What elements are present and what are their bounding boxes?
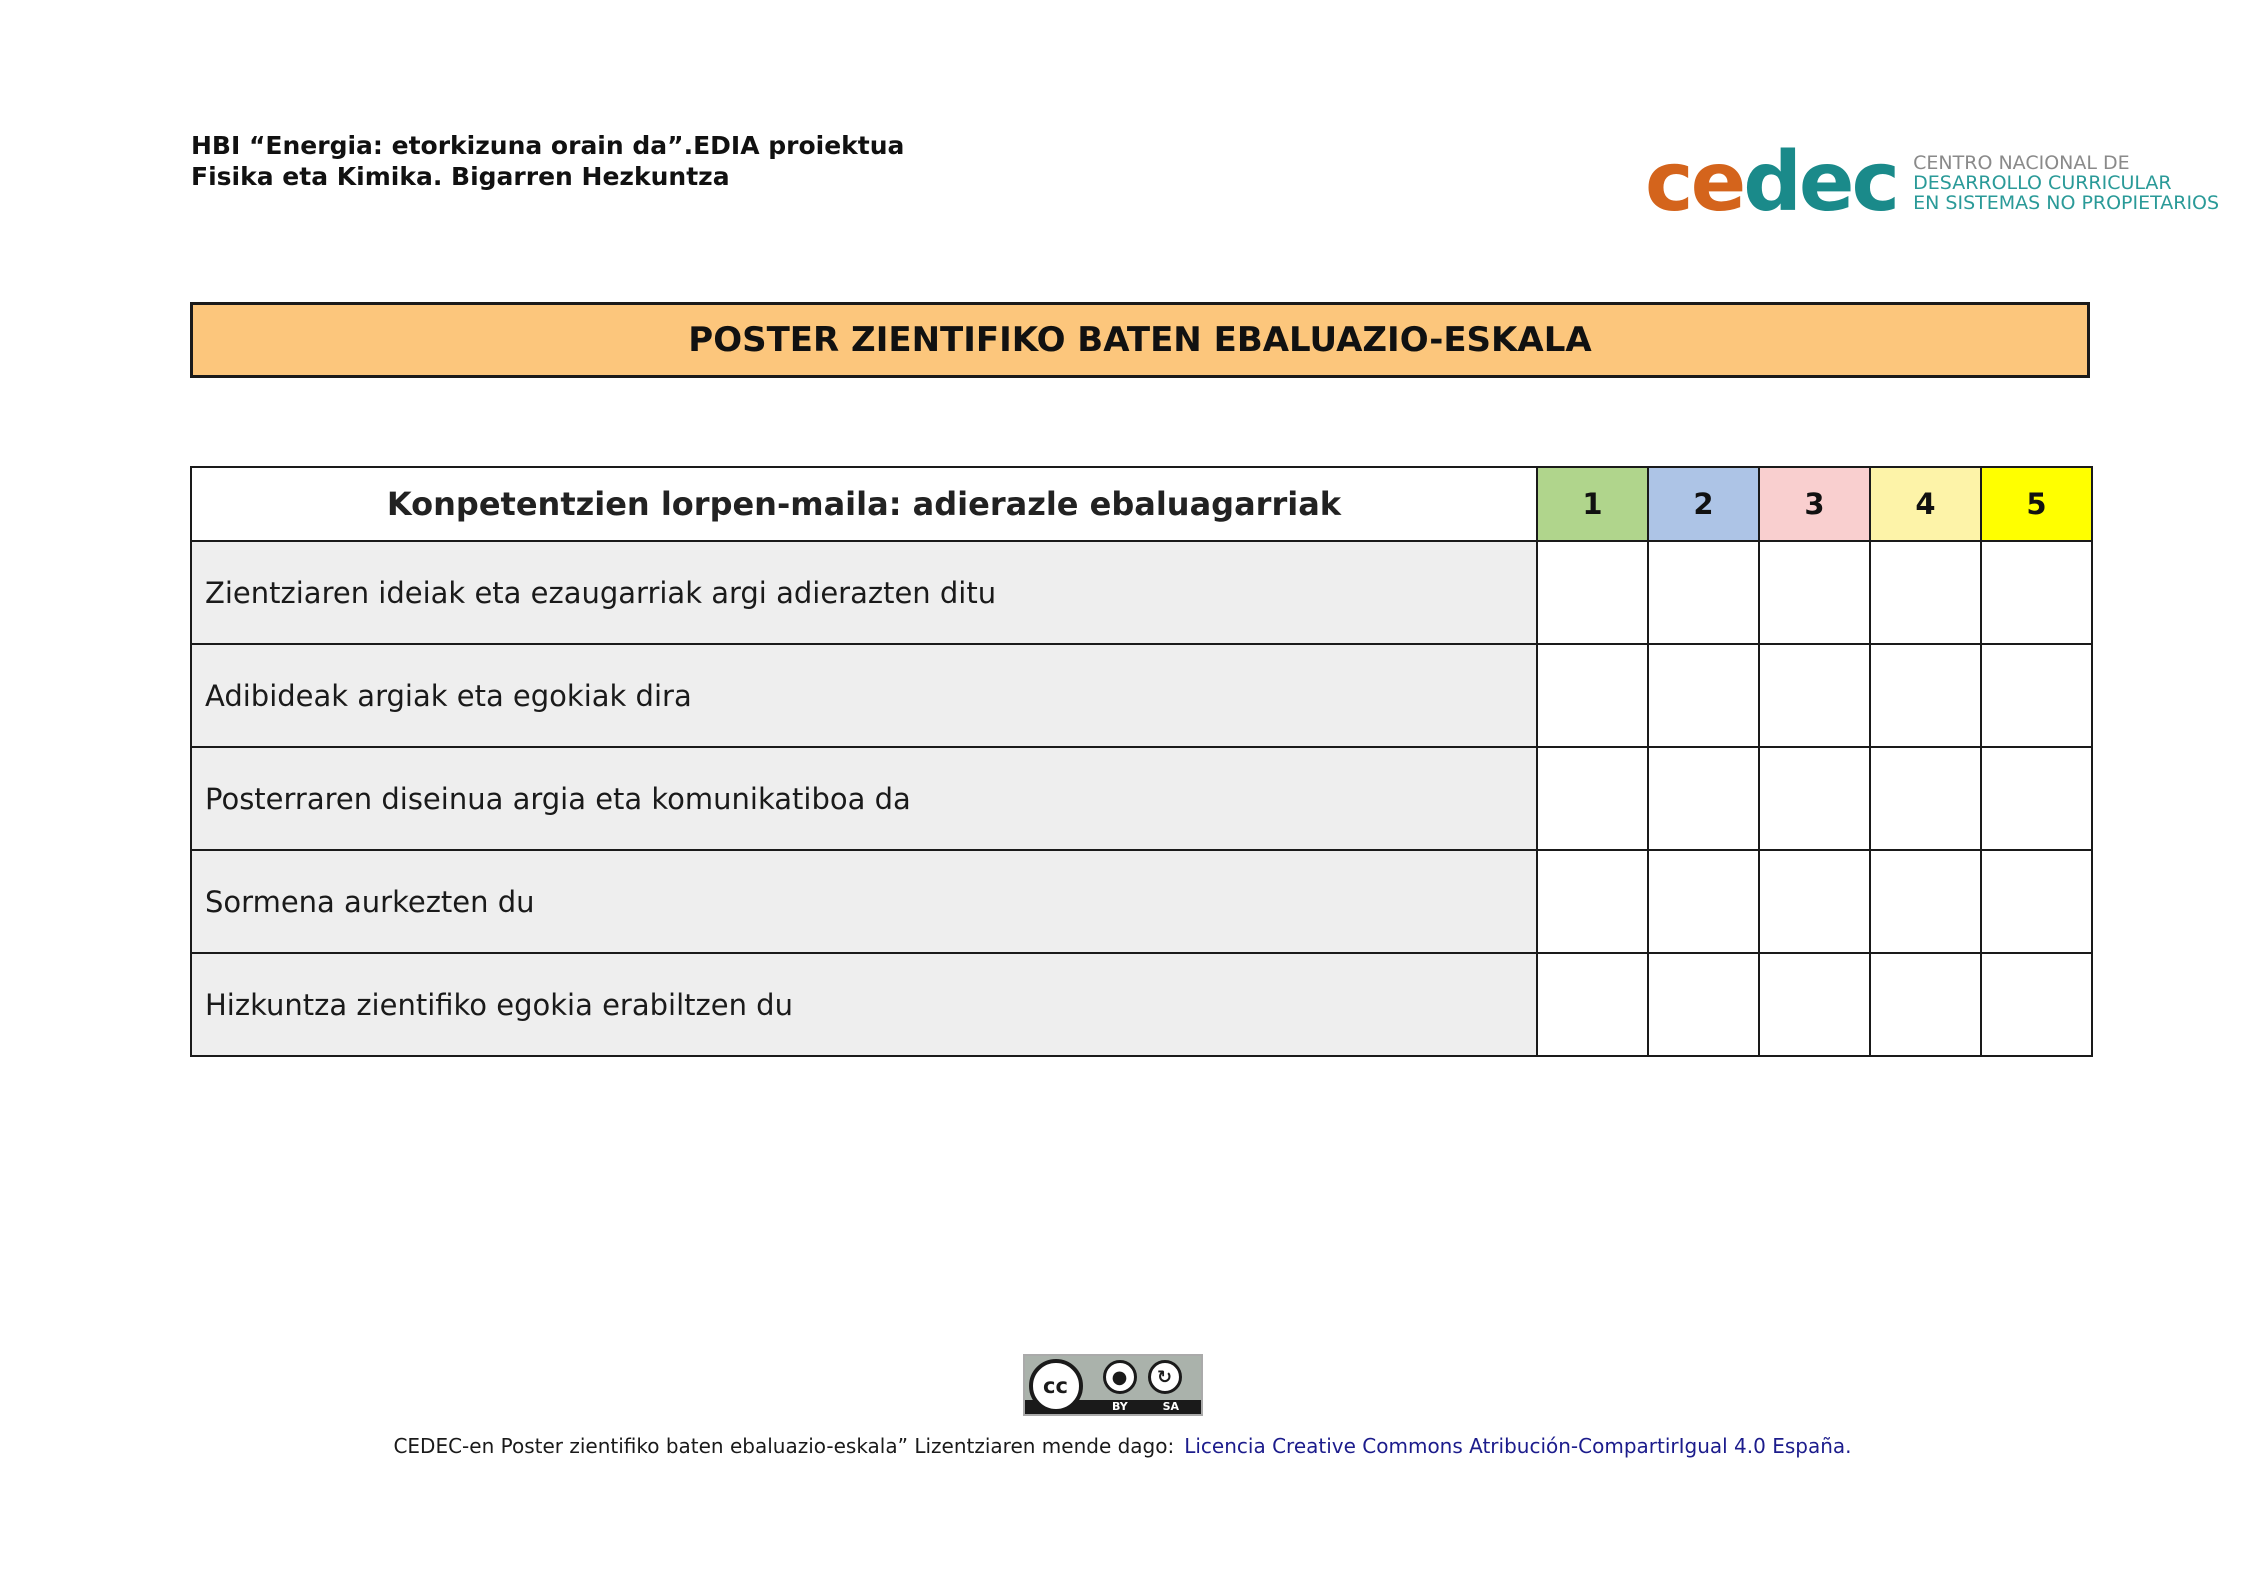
score-cell[interactable]	[1648, 953, 1759, 1056]
table-row	[191, 747, 2092, 850]
cc-sa-label: SA	[1162, 1400, 1180, 1413]
score-cell[interactable]	[1981, 747, 2092, 850]
score-cell[interactable]	[1759, 541, 1870, 644]
score-cell[interactable]	[1648, 850, 1759, 953]
score-cell[interactable]	[1759, 747, 1870, 850]
level-header-2: 2	[1648, 467, 1759, 541]
logo-word-dec: dec	[1743, 135, 1898, 230]
rubric-table	[190, 466, 2093, 1057]
score-cell[interactable]	[1870, 850, 1981, 953]
document-header	[191, 130, 904, 192]
level-header-5: 5	[1981, 467, 2092, 541]
score-cell[interactable]	[1537, 850, 1648, 953]
indicator-column-header: Konpetentzien lorpen-maila: adierazle ebaluagarriak	[191, 467, 1537, 541]
score-cell[interactable]	[1648, 644, 1759, 747]
score-cell[interactable]	[1537, 644, 1648, 747]
cc-by-label: BY	[1111, 1400, 1128, 1413]
table-row	[191, 953, 2092, 1056]
cc-icon: cc	[1029, 1359, 1083, 1413]
cedec-logo	[1645, 135, 2220, 230]
cedec-logo-word	[1645, 135, 1898, 230]
logo-text-line3: EN SISTEMAS NO PROPIETARIOS	[1913, 192, 2220, 214]
logo-text-line1: CENTRO NACIONAL DE	[1913, 152, 2130, 174]
license-link[interactable]: Licencia Creative Commons Atribución-CompartirIgual 4.0 España.	[1184, 1434, 1852, 1458]
indicator-cell: Adibideak argiak eta egokiak dira	[191, 644, 1537, 747]
score-cell[interactable]	[1537, 541, 1648, 644]
rubric-header-row	[191, 467, 2092, 541]
indicator-cell: Zientziaren ideiak eta ezaugarriak argi adierazten ditu	[191, 541, 1537, 644]
cc-by-sa-icon[interactable]	[1023, 1354, 1203, 1416]
level-header-1: 1	[1537, 467, 1648, 541]
cedec-logo-text	[1913, 153, 2219, 213]
attribution-icon: ●	[1103, 1360, 1137, 1394]
score-cell[interactable]	[1870, 953, 1981, 1056]
cc-badge-labels	[1095, 1400, 1197, 1413]
logo-word-ce: ce	[1645, 135, 1744, 230]
table-row	[191, 644, 2092, 747]
level-header-3: 3	[1759, 467, 1870, 541]
page-title: POSTER ZIENTIFIKO BATEN EBALUAZIO-ESKALA	[190, 302, 2090, 378]
score-cell[interactable]	[1870, 541, 1981, 644]
score-cell[interactable]	[1759, 953, 1870, 1056]
score-cell[interactable]	[1759, 644, 1870, 747]
score-cell[interactable]	[1981, 541, 2092, 644]
indicator-cell: Posterraren diseinua argia eta komunikatiboa da	[191, 747, 1537, 850]
header-subject-line: Fisika eta Kimika. Bigarren Hezkuntza	[191, 162, 730, 191]
score-cell[interactable]	[1537, 953, 1648, 1056]
table-row	[191, 850, 2092, 953]
license-text-line	[0, 1434, 2245, 1458]
level-header-4: 4	[1870, 467, 1981, 541]
logo-text-line2: DESARROLLO CURRICULAR	[1913, 172, 2172, 194]
score-cell[interactable]	[1870, 644, 1981, 747]
table-row	[191, 541, 2092, 644]
score-cell[interactable]	[1870, 747, 1981, 850]
score-cell[interactable]	[1981, 850, 2092, 953]
score-cell[interactable]	[1648, 541, 1759, 644]
score-cell[interactable]	[1759, 850, 1870, 953]
license-text: CEDEC-en Poster zientifiko baten ebaluazio-eskala” Lizentziaren mende dago:	[393, 1434, 1175, 1458]
score-cell[interactable]	[1648, 747, 1759, 850]
header-project-line: HBI “Energia: etorkizuna orain da”.EDIA proiektua	[191, 131, 905, 160]
license-footer	[0, 1354, 2245, 1458]
score-cell[interactable]	[1981, 953, 2092, 1056]
share-alike-icon: ↻	[1148, 1360, 1182, 1394]
indicator-cell: Sormena aurkezten du	[191, 850, 1537, 953]
score-cell[interactable]	[1537, 747, 1648, 850]
indicator-cell: Hizkuntza zientifiko egokia erabiltzen du	[191, 953, 1537, 1056]
score-cell[interactable]	[1981, 644, 2092, 747]
